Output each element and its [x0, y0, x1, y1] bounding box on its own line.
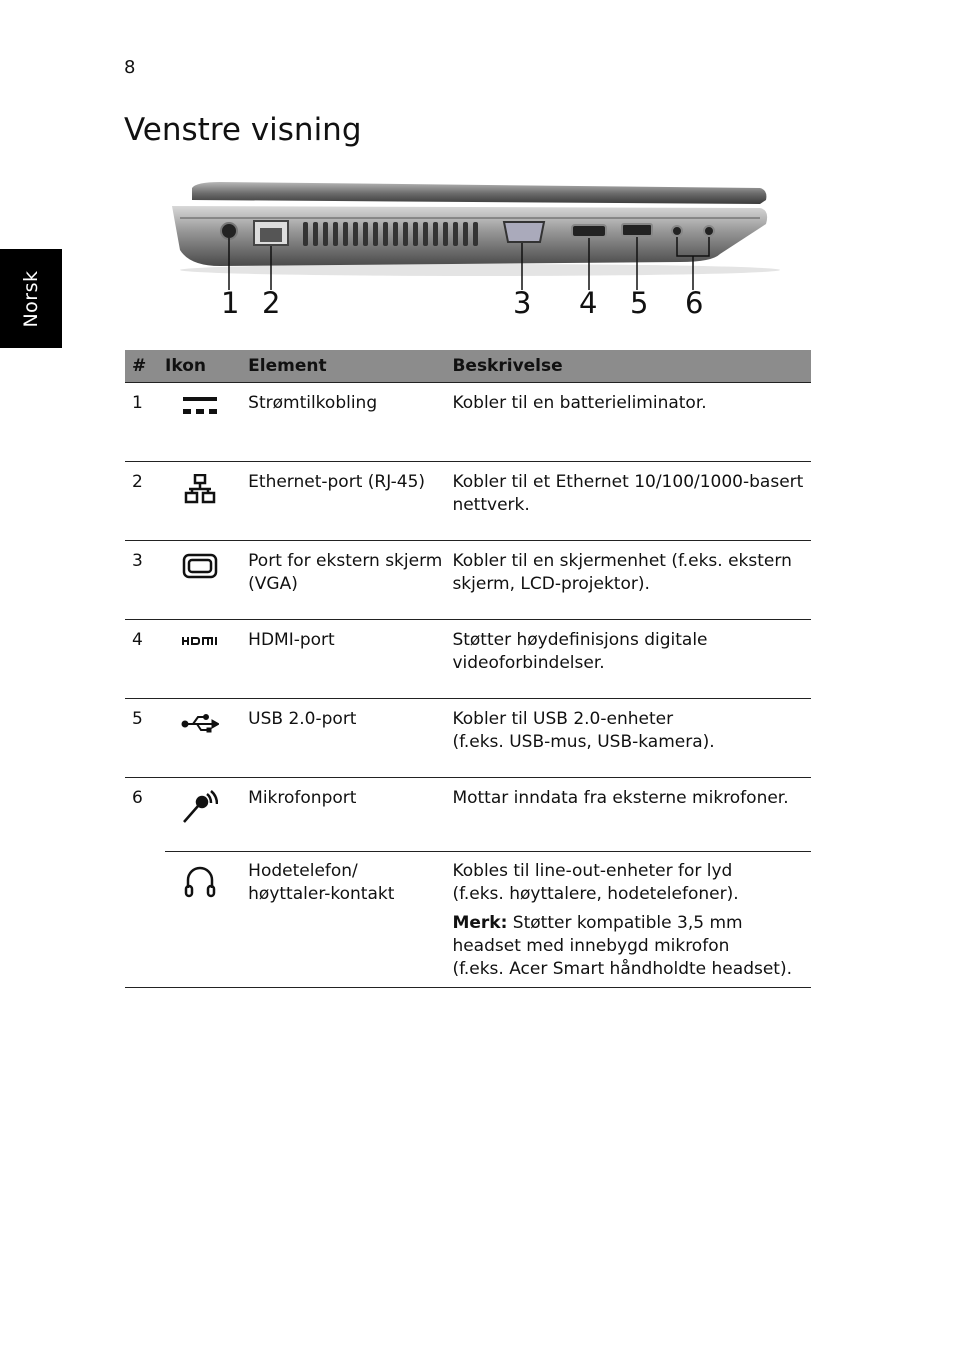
row-description-line: (f.eks. USB-mus, USB-kamera). — [452, 732, 715, 752]
row-element: USB 2.0-port — [248, 699, 452, 778]
ethernet-icon — [165, 474, 235, 511]
table-row — [125, 778, 811, 852]
note-line: (f.eks. Acer Smart håndholdte headset). — [452, 959, 792, 979]
table-row — [125, 541, 811, 620]
dc-power-icon — [165, 395, 235, 422]
row-description: Mottar inndata fra eksterne mikrofoner. — [452, 778, 811, 852]
row-element: Strømtilkobling — [248, 383, 452, 462]
row-element-line: Hodetelefon/ — [248, 861, 358, 881]
row-description: Kobler til en skjermenhet (f.eks. ekstern skjerm, LCD-projektor). — [452, 541, 811, 620]
row-number: 2 — [125, 462, 165, 541]
vga-icon — [165, 553, 235, 586]
row-number: 1 — [125, 383, 165, 462]
header-icon: Ikon — [165, 350, 248, 383]
row-description: Støtter høydefinisjons digitale videoforbindelser. — [452, 620, 811, 699]
hdmi-icon — [165, 632, 235, 655]
ports-table — [125, 350, 811, 988]
table-header-row — [125, 350, 811, 383]
table-row — [125, 462, 811, 541]
row-description: Kobler til en batterieliminator. — [452, 383, 811, 462]
note-label: Merk: — [452, 913, 508, 933]
header-num: # — [125, 350, 165, 383]
microphone-icon — [165, 790, 235, 831]
row-description-line: Kobles til line-out-enheter for lyd — [452, 861, 733, 881]
usb-icon — [165, 711, 235, 740]
callout-1: 1 — [221, 286, 240, 320]
header-description: Beskrivelse — [452, 350, 811, 383]
row-description-line: (f.eks. høyttalere, hodetelefoner). — [452, 884, 739, 904]
table-row — [125, 699, 811, 778]
callout-2: 2 — [262, 286, 281, 320]
table-row — [125, 383, 811, 462]
row-element: Ethernet-port (RJ-45) — [248, 462, 452, 541]
row-number: 3 — [125, 541, 165, 620]
row-number: 4 — [125, 620, 165, 699]
headphone-icon — [165, 864, 235, 905]
note-line: headset med innebygd mikrofon — [452, 936, 730, 956]
row-element: HDMI-port — [248, 620, 452, 699]
note — [452, 912, 811, 935]
language-label: Norsk — [20, 269, 42, 328]
row-number: 6 — [125, 778, 165, 988]
row-description: Kobler til et Ethernet 10/100/1000-basert nettverk. — [452, 462, 811, 541]
callout-4: 4 — [579, 286, 598, 320]
table-row — [125, 620, 811, 699]
language-side-tab — [0, 249, 62, 348]
note-text: Støtter kompatible 3,5 mm — [507, 913, 743, 933]
page-number: 8 — [124, 57, 136, 78]
row-element-line: høyttaler-kontakt — [248, 884, 395, 904]
callout-3: 3 — [513, 286, 532, 320]
table-row — [125, 852, 811, 988]
header-element: Element — [248, 350, 452, 383]
row-description-line: Kobler til USB 2.0-enheter — [452, 709, 674, 729]
row-number: 5 — [125, 699, 165, 778]
callout-5: 5 — [630, 286, 649, 320]
callout-6: 6 — [685, 286, 704, 320]
row-element: Mikrofonport — [248, 778, 452, 852]
page-title: Venstre visning — [124, 112, 362, 148]
row-element: Port for ekstern skjerm (VGA) — [248, 541, 452, 620]
